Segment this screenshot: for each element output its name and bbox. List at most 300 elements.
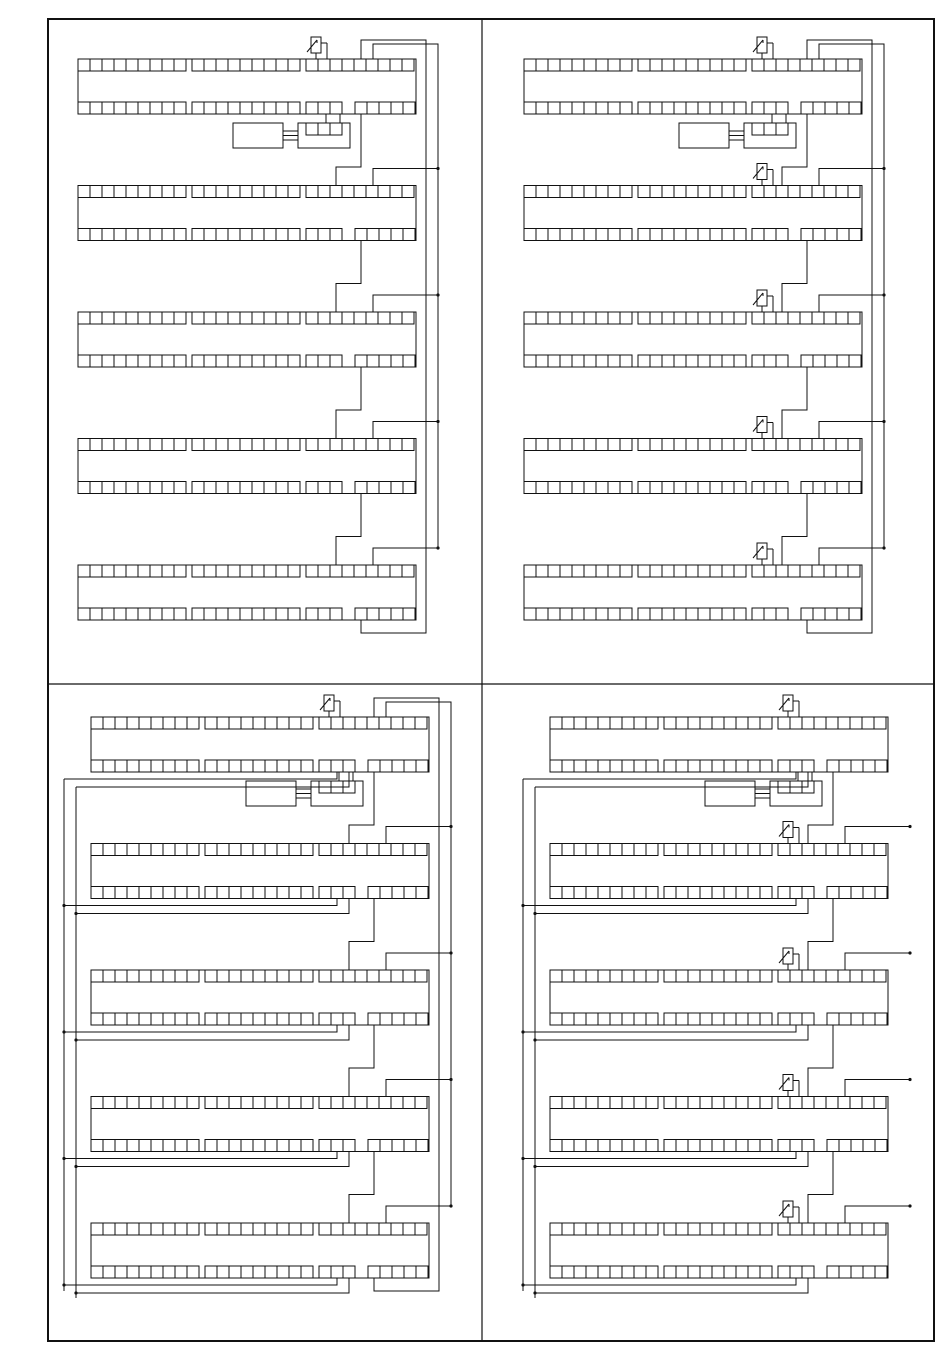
- controller-box: [233, 123, 283, 148]
- terminal-cell: [217, 844, 229, 856]
- terminal-cell: [802, 1223, 814, 1235]
- terminal-cell: [839, 887, 851, 899]
- terminal-cell: [610, 1266, 622, 1278]
- terminal-cell: [102, 565, 114, 577]
- terminal-cell: [712, 844, 724, 856]
- terminal-cell: [610, 970, 622, 982]
- terminal-cell: [634, 844, 646, 856]
- terminal-cell: [205, 1223, 217, 1235]
- terminal-cell: [301, 1266, 313, 1278]
- terminal-cell: [187, 760, 199, 772]
- terminal-cell: [138, 439, 150, 451]
- terminal-module: [91, 1223, 429, 1278]
- terminal-cell: [318, 102, 330, 114]
- terminal-cell: [620, 186, 632, 198]
- terminal-cell: [306, 59, 318, 71]
- chain-wire: [782, 494, 807, 566]
- drop-wire: [523, 1025, 796, 1032]
- terminal-cell: [90, 229, 102, 241]
- terminal-cell: [289, 887, 301, 899]
- terminal-cell: [664, 1223, 676, 1235]
- terminal-cell: [103, 1266, 115, 1278]
- terminal-cell: [710, 102, 722, 114]
- terminal-cell: [802, 970, 814, 982]
- terminal-cell: [102, 482, 114, 494]
- terminal-cell: [586, 1140, 598, 1152]
- terminal-cell: [265, 1097, 277, 1109]
- terminal-cell: [752, 229, 764, 241]
- terminal-cell: [562, 970, 574, 982]
- terminal-cell: [78, 102, 90, 114]
- terminal-cell: [90, 608, 102, 620]
- terminal-cell: [301, 1097, 313, 1109]
- terminal-cell: [790, 760, 802, 772]
- bus-wire: [819, 169, 884, 186]
- terminal-cell: [536, 482, 548, 494]
- terminal-cell: [620, 608, 632, 620]
- terminal-cell: [331, 1140, 343, 1152]
- terminal-cell: [722, 229, 734, 241]
- terminal-cell: [114, 312, 126, 324]
- terminal-cell: [646, 970, 658, 982]
- terminal-cell: [102, 186, 114, 198]
- terminal-cell: [584, 102, 596, 114]
- terminal-cell: [572, 59, 584, 71]
- terminal-cell: [192, 312, 204, 324]
- terminal-cell: [151, 717, 163, 729]
- terminal-cell: [674, 565, 686, 577]
- terminal-cell: [367, 717, 379, 729]
- terminal-cell: [620, 312, 632, 324]
- terminal-cell: [674, 608, 686, 620]
- terminal-cell: [584, 59, 596, 71]
- terminal-cell: [415, 844, 427, 856]
- terminal-cell: [277, 1223, 289, 1235]
- terminal-cell: [277, 970, 289, 982]
- terminal-cell: [836, 59, 848, 71]
- terminal-cell: [163, 887, 175, 899]
- terminal-cell: [646, 1223, 658, 1235]
- terminal-cell: [722, 482, 734, 494]
- terminal-cell: [277, 1140, 289, 1152]
- terminal-module: [91, 970, 429, 1025]
- terminal-module: [550, 844, 888, 899]
- terminal-cell: [790, 887, 802, 899]
- terminal-cell: [319, 970, 331, 982]
- terminal-cell: [560, 312, 572, 324]
- terminal-cell: [204, 186, 216, 198]
- terminal-cell: [416, 887, 428, 899]
- terminal-cell: [838, 1223, 850, 1235]
- terminal-cell: [228, 439, 240, 451]
- terminal-cell: [378, 439, 390, 451]
- terminal-cell: [150, 312, 162, 324]
- terminal-cell: [78, 229, 90, 241]
- terminal-cell: [319, 760, 331, 772]
- terminal-cell: [584, 355, 596, 367]
- terminal-cell: [622, 760, 634, 772]
- terminal-cell: [204, 565, 216, 577]
- terminal-cell: [138, 312, 150, 324]
- terminal-cell: [367, 1097, 379, 1109]
- terminal-cell: [78, 186, 90, 198]
- terminal-cell: [700, 1013, 712, 1025]
- terminal-cell: [848, 59, 860, 71]
- terminal-cell: [634, 1013, 646, 1025]
- terminal-cell: [163, 1013, 175, 1025]
- sensor-icon: [307, 37, 327, 59]
- terminal-cell: [839, 760, 851, 772]
- terminal-cell: [162, 439, 174, 451]
- terminal-cell: [289, 1266, 301, 1278]
- terminal-cell: [598, 1097, 610, 1109]
- terminal-cell: [90, 312, 102, 324]
- terminal-cell: [240, 482, 252, 494]
- terminal-cell: [277, 1266, 289, 1278]
- terminal-cell: [187, 887, 199, 899]
- terminal-cell: [596, 439, 608, 451]
- terminal-cell: [253, 717, 265, 729]
- terminal-cell: [216, 102, 228, 114]
- terminal-cell: [276, 439, 288, 451]
- terminal-cell: [354, 59, 366, 71]
- terminal-cell: [228, 565, 240, 577]
- terminal-cell: [379, 717, 391, 729]
- terminal-cell: [115, 887, 127, 899]
- terminal-cell: [78, 565, 90, 577]
- terminal-cell: [366, 439, 378, 451]
- terminal-cell: [216, 59, 228, 71]
- terminal-cell: [216, 482, 228, 494]
- terminal-cell: [572, 608, 584, 620]
- terminal-cell: [139, 844, 151, 856]
- terminal-cell: [688, 760, 700, 772]
- terminal-cell: [586, 970, 598, 982]
- terminal-cell: [318, 355, 330, 367]
- terminal-cell: [174, 186, 186, 198]
- terminal-cell: [674, 229, 686, 241]
- control-unit: [233, 123, 350, 148]
- terminal-cell: [875, 1266, 887, 1278]
- terminal-cell: [802, 844, 814, 856]
- terminal-cell: [379, 102, 391, 114]
- terminal-cell: [596, 312, 608, 324]
- terminal-cell: [277, 887, 289, 899]
- terminal-cell: [574, 760, 586, 772]
- terminal-cell: [114, 102, 126, 114]
- terminal-cell: [664, 1266, 676, 1278]
- terminal-cell: [839, 1266, 851, 1278]
- junction-dot: [74, 1038, 77, 1041]
- terminal-cell: [228, 312, 240, 324]
- terminal-cell: [608, 186, 620, 198]
- terminal-cell: [848, 565, 860, 577]
- terminal-cell: [78, 482, 90, 494]
- terminal-cell: [676, 887, 688, 899]
- terminal-cell: [851, 760, 863, 772]
- terminal-cell: [676, 1013, 688, 1025]
- terminal-cell: [550, 760, 562, 772]
- terminal-cell: [760, 717, 772, 729]
- terminal-cell: [524, 59, 536, 71]
- terminal-cell: [301, 970, 313, 982]
- chain-wire: [808, 1152, 833, 1224]
- terminal-cell: [301, 1223, 313, 1235]
- terminal-cell: [550, 970, 562, 982]
- junction-dot: [533, 1165, 536, 1168]
- terminal-cell: [138, 608, 150, 620]
- junction-dot: [74, 1291, 77, 1294]
- terminal-cell: [698, 482, 710, 494]
- terminal-cell: [622, 1140, 634, 1152]
- terminal-cell: [301, 1140, 313, 1152]
- terminal-cell: [403, 608, 415, 620]
- terminal-cell: [103, 887, 115, 899]
- terminal-cell: [574, 1097, 586, 1109]
- terminal-cell: [378, 312, 390, 324]
- chain-wire: [782, 367, 807, 439]
- terminal-cell: [91, 844, 103, 856]
- terminal-cell: [736, 970, 748, 982]
- terminal-cell: [646, 1013, 658, 1025]
- terminal-cell: [586, 760, 598, 772]
- sensor-icon: [753, 290, 773, 312]
- terminal-cell: [788, 312, 800, 324]
- terminal-cell: [90, 59, 102, 71]
- terminal-cell: [264, 102, 276, 114]
- terminal-cell: [825, 608, 837, 620]
- terminal-cell: [812, 59, 824, 71]
- terminal-cell: [379, 608, 391, 620]
- terminal-cell: [229, 887, 241, 899]
- terminal-cell: [710, 439, 722, 451]
- terminal-cell: [301, 1013, 313, 1025]
- terminal-cell: [252, 229, 264, 241]
- terminal-cell: [187, 1013, 199, 1025]
- terminal-cell: [192, 608, 204, 620]
- terminal-cell: [536, 312, 548, 324]
- terminal-cell: [524, 102, 536, 114]
- terminal-cell: [801, 608, 813, 620]
- terminal-cell: [392, 887, 404, 899]
- terminal-cell: [252, 482, 264, 494]
- terminal-cell: [175, 1266, 187, 1278]
- terminal-cell: [646, 717, 658, 729]
- bus-wire: [373, 548, 438, 565]
- terminal-cell: [204, 439, 216, 451]
- terminal-cell: [638, 439, 650, 451]
- terminal-cell: [620, 229, 632, 241]
- terminal-cell: [240, 439, 252, 451]
- terminal-cell: [849, 355, 861, 367]
- terminal-cell: [264, 229, 276, 241]
- terminal-cell: [724, 1266, 736, 1278]
- terminal-cell: [562, 1223, 574, 1235]
- terminal-cell: [204, 608, 216, 620]
- terminal-cell: [229, 717, 241, 729]
- terminal-cell: [102, 229, 114, 241]
- terminal-cell: [572, 439, 584, 451]
- terminal-cell: [620, 565, 632, 577]
- terminal-cell: [748, 844, 760, 856]
- terminal-cell: [700, 844, 712, 856]
- terminal-cell: [676, 1097, 688, 1109]
- terminal-cell: [734, 355, 746, 367]
- terminal-cell: [814, 717, 826, 729]
- connector-pin: [330, 123, 342, 135]
- terminal-cell: [114, 565, 126, 577]
- terminal-cell: [788, 565, 800, 577]
- terminal-cell: [598, 717, 610, 729]
- terminal-cell: [814, 1097, 826, 1109]
- terminal-cell: [875, 1013, 887, 1025]
- terminal-cell: [205, 970, 217, 982]
- terminal-cell: [229, 1097, 241, 1109]
- terminal-cell: [343, 1097, 355, 1109]
- terminal-cell: [379, 1223, 391, 1235]
- terminal-cell: [403, 717, 415, 729]
- terminal-cell: [114, 355, 126, 367]
- terminal-cell: [126, 608, 138, 620]
- terminal-cell: [536, 565, 548, 577]
- terminal-cell: [252, 312, 264, 324]
- terminal-cell: [253, 760, 265, 772]
- drop-wire: [523, 1152, 796, 1159]
- terminal-cell: [288, 565, 300, 577]
- terminal-cell: [403, 355, 415, 367]
- terminal-cell: [204, 59, 216, 71]
- terminal-cell: [229, 1266, 241, 1278]
- terminal-cell: [114, 59, 126, 71]
- terminal-cell: [688, 1013, 700, 1025]
- terminal-cell: [264, 59, 276, 71]
- terminal-cell: [342, 565, 354, 577]
- terminal-cell: [127, 1223, 139, 1235]
- terminal-cell: [850, 1223, 862, 1235]
- terminal-cell: [724, 844, 736, 856]
- chain-wire: [782, 241, 807, 313]
- terminal-cell: [306, 565, 318, 577]
- terminal-cell: [638, 312, 650, 324]
- bus-wire: [845, 1080, 910, 1097]
- terminal-cell: [574, 1266, 586, 1278]
- terminal-cell: [253, 1097, 265, 1109]
- terminal-cell: [662, 439, 674, 451]
- terminal-cell: [138, 229, 150, 241]
- terminal-cell: [863, 760, 875, 772]
- terminal-cell: [204, 482, 216, 494]
- terminal-cell: [114, 229, 126, 241]
- sensor-icon: [779, 695, 799, 717]
- terminal-cell: [367, 844, 379, 856]
- terminal-cell: [698, 229, 710, 241]
- terminal-cell: [598, 1140, 610, 1152]
- terminal-cell: [874, 970, 886, 982]
- terminal-cell: [790, 970, 802, 982]
- terminal-cell: [205, 844, 217, 856]
- terminal-cell: [608, 608, 620, 620]
- chain-wire: [336, 367, 361, 439]
- terminal-cell: [812, 186, 824, 198]
- terminal-cell: [331, 970, 343, 982]
- terminal-cell: [800, 186, 812, 198]
- terminal-cell: [265, 717, 277, 729]
- terminal-cell: [241, 1266, 253, 1278]
- chain-wire: [808, 899, 833, 971]
- terminal-cell: [162, 355, 174, 367]
- terminal-cell: [127, 1013, 139, 1025]
- terminal-cell: [367, 1223, 379, 1235]
- terminal-cell: [416, 1140, 428, 1152]
- terminal-cell: [127, 760, 139, 772]
- terminal-cell: [343, 760, 355, 772]
- terminal-cell: [90, 439, 102, 451]
- terminal-cell: [560, 59, 572, 71]
- terminal-module: [524, 59, 862, 114]
- terminal-cell: [265, 970, 277, 982]
- terminal-cell: [90, 565, 102, 577]
- terminal-cell: [253, 1013, 265, 1025]
- terminal-cell: [700, 1223, 712, 1235]
- terminal-cell: [736, 1223, 748, 1235]
- terminal-cell: [875, 887, 887, 899]
- terminal-cell: [342, 59, 354, 71]
- terminal-cell: [548, 229, 560, 241]
- terminal-cell: [391, 608, 403, 620]
- terminal-cell: [355, 1097, 367, 1109]
- junction-dot: [74, 912, 77, 915]
- terminal-cell: [620, 355, 632, 367]
- bus-wire: [386, 827, 451, 844]
- drop-wire: [64, 1152, 337, 1159]
- terminal-cell: [162, 186, 174, 198]
- terminal-cell: [710, 608, 722, 620]
- terminal-cell: [825, 229, 837, 241]
- terminal-cell: [264, 312, 276, 324]
- terminal-cell: [228, 102, 240, 114]
- sensor-icon: [779, 822, 799, 844]
- terminal-cell: [662, 355, 674, 367]
- terminal-cell: [676, 1223, 688, 1235]
- terminal-cell: [813, 608, 825, 620]
- terminal-cell: [319, 844, 331, 856]
- terminal-cell: [776, 355, 788, 367]
- terminal-cell: [379, 1097, 391, 1109]
- terminal-cell: [574, 970, 586, 982]
- terminal-cell: [638, 565, 650, 577]
- terminal-cell: [163, 844, 175, 856]
- terminal-cell: [367, 608, 379, 620]
- terminal-cell: [736, 887, 748, 899]
- terminal-cell: [650, 102, 662, 114]
- terminal-cell: [548, 59, 560, 71]
- terminal-cell: [863, 887, 875, 899]
- terminal-cell: [150, 186, 162, 198]
- terminal-cell: [674, 482, 686, 494]
- terminal-cell: [127, 844, 139, 856]
- terminal-cell: [824, 186, 836, 198]
- terminal-cell: [306, 439, 318, 451]
- terminal-cell: [402, 439, 414, 451]
- terminal-cell: [265, 887, 277, 899]
- terminal-cell: [827, 887, 839, 899]
- terminal-cell: [700, 1097, 712, 1109]
- terminal-cell: [560, 439, 572, 451]
- junction-dot: [908, 825, 911, 828]
- terminal-cell: [698, 59, 710, 71]
- terminal-cell: [572, 186, 584, 198]
- terminal-cell: [710, 565, 722, 577]
